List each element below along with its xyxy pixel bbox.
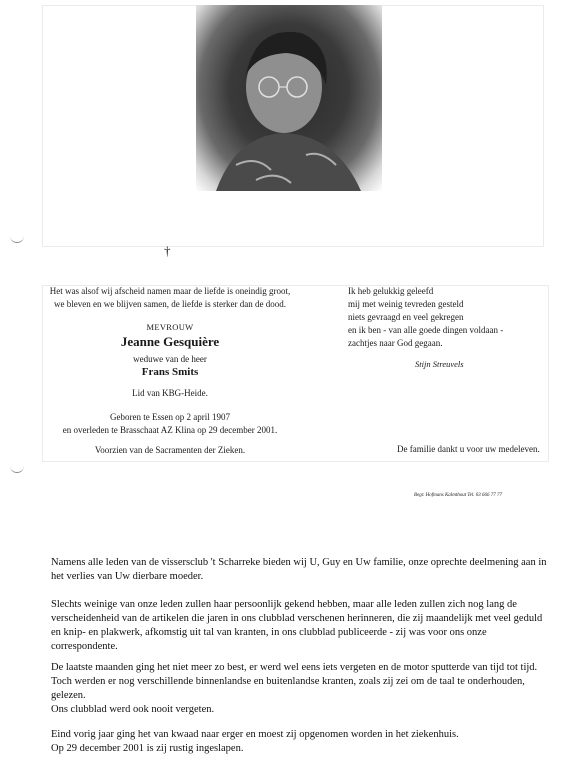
undertaker-credit: Begr. Hofmans Kalmthout Tel. 03 666 77 77 — [414, 493, 503, 498]
poem-line: Ik heb gelukkig geleefd — [348, 286, 434, 296]
punch-hole-mark — [10, 234, 24, 243]
letter-paragraph-2: Slechts weinige van onze leden zullen haar persoonlijk gekend hebben, maar alle leden zullen zich nog lang de verscheidenheid van de artikelen die jaren in ons clubblad verschenen herinneren, die zij maandelijk met veel geduld en knip- en plakwerk, afkomstig uit tal van kranten, in ons clubblad publiceerde - zij was voor ons onze correspondente. — [51, 599, 543, 652]
membership-text: Lid van KBG-Heide. — [132, 388, 208, 398]
poem-line: en ik ben - van alle goede dingen voldaan - — [348, 325, 504, 335]
poem-line: mij met weinig tevreden gesteld — [348, 299, 464, 309]
punch-hole-mark — [10, 464, 24, 473]
opening-quote-line-2: we bleven en we blijven samen, de liefde is sterker dan de dood. — [54, 299, 286, 309]
poem-line: niets gevraagd en veel gekregen — [348, 312, 464, 322]
letter-paragraph-6: Op 29 december 2001 is zij rustig ingeslapen. — [51, 743, 244, 754]
letter-paragraph-3: De laatste maanden ging het niet meer zo best, er werd wel eens iets vergeten en de motor sputterde van tijd tot tijd. Toch werden er nog verschillende binnenlandse en buitenlandse kranten, zoals zij zei om de taal te onderhouden, gelezen. — [51, 662, 538, 701]
poem-author: Stijn Streuvels — [415, 359, 464, 369]
sacraments-text: Voorzien van de Sacramenten der Zieken. — [94, 445, 246, 455]
birth-text: Geboren te Essen op 2 april 1907 — [110, 412, 230, 422]
deceased-name: Jeanne Gesquière — [120, 334, 220, 349]
family-thanks: De familie dankt u voor uw medeleven. — [397, 444, 540, 454]
letter-paragraph-5: Eind vorig jaar ging het van kwaad naar erger en moest zij opgenomen worden in het ziekenhuis. — [51, 729, 459, 740]
letter-paragraph-1: Namens alle leden van de vissersclub 't Scharreke bieden wij U, Guy en Uw familie, onze oprechte deelmening aan in het verlies van Uw dierbare moeder. — [51, 557, 547, 582]
letter-paragraph-4: Ons clubblad werd ook nooit vergeten. — [51, 704, 215, 715]
portrait-photo — [196, 5, 382, 191]
poem-line: zachtjes naar God gegaan. — [348, 338, 443, 348]
opening-quote-line-1: Het was alsof wij afscheid namen maar de liefde is oneindig groot, — [49, 286, 291, 296]
honorific-title: MEVROUW — [146, 322, 194, 332]
widow-of-text: weduwe van de heer — [133, 354, 207, 364]
cross-symbol: † — [164, 243, 171, 258]
husband-name: Frans Smits — [141, 366, 199, 378]
portrait-figure — [196, 5, 382, 191]
death-text: en overleden te Brasschaat AZ Klina op 29 december 2001. — [62, 425, 278, 435]
